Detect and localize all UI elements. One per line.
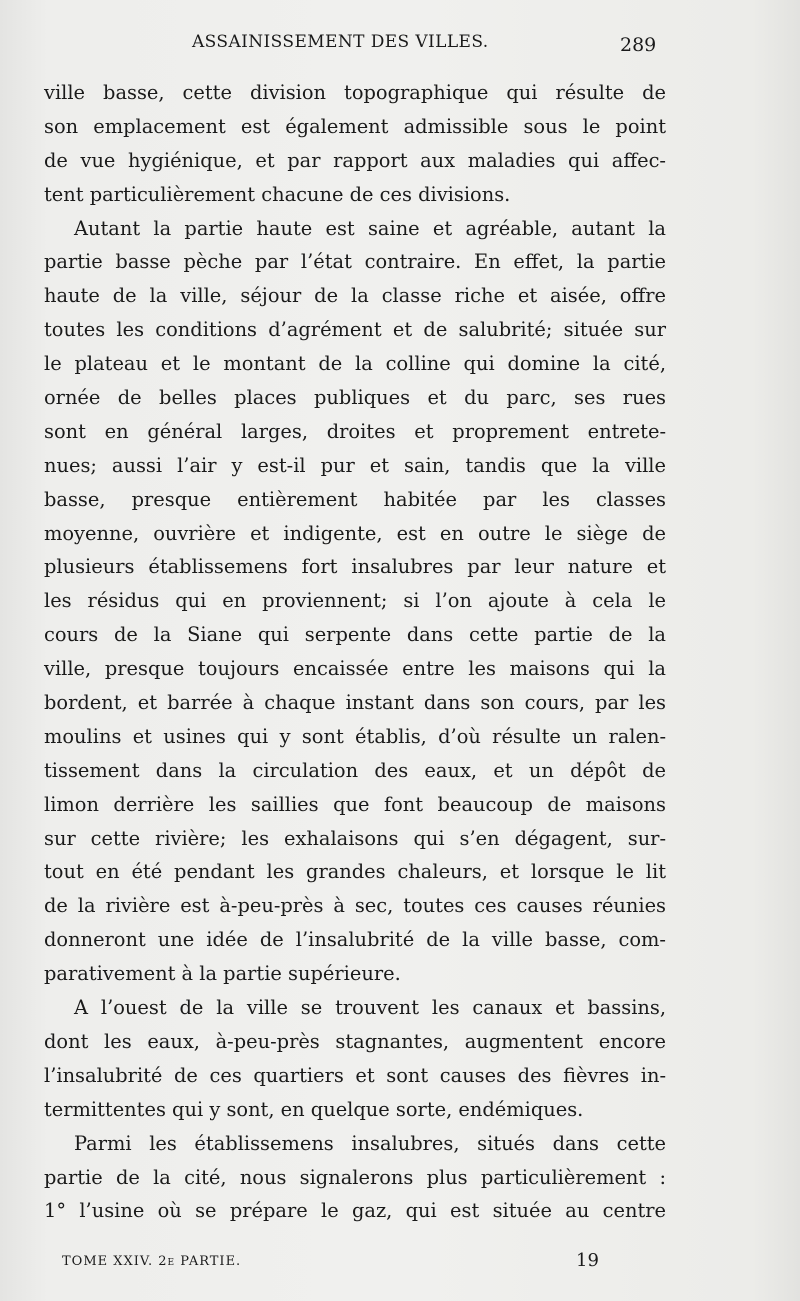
text-line: Parmi les établissemens insalubres, situés dans cette	[74, 1131, 666, 1155]
text-line: A l’ouest de la ville se trouvent les canaux et bassins,	[74, 996, 666, 1020]
text-line: nues; aussi l’air y est-il pur et sain, tandis que la ville	[44, 453, 666, 477]
text-line: dont les eaux, à-peu-près stagnantes, augmentent encore	[44, 1029, 666, 1053]
text-line: toutes les conditions d’agrément et de salubrité; située sur	[44, 318, 666, 342]
text-line: l’insalubrité de ces quartiers et sont causes des fièvres in-	[44, 1063, 666, 1087]
text-line: ornée de belles places publiques et du parc, ses rues	[44, 386, 666, 410]
text-line: tent particulièrement chacune de ces divisions.	[44, 182, 511, 206]
text-line: son emplacement est également admissible sous le point	[44, 114, 666, 138]
page-footer	[0, 1250, 800, 1282]
text-line: sur cette rivière; les exhalaisons qui s’en dégagent, sur-	[44, 826, 666, 850]
text-line: tout en été pendant les grandes chaleurs, et lorsque le lit	[44, 860, 666, 884]
text-line: le plateau et le montant de la colline qui domine la cité,	[44, 352, 666, 376]
text-line: sont en général larges, droites et proprement entrete-	[44, 419, 666, 443]
text-line: moyenne, ouvrière et indigente, est en outre le siège de	[44, 521, 666, 545]
running-title: ASSAINISSEMENT DES VILLES.	[192, 32, 489, 52]
text-line: partie basse pèche par l’état contraire. En effet, la partie	[44, 250, 666, 274]
text-line: donneront une idée de l’insalubrité de la ville basse, com-	[44, 928, 666, 952]
text-line: parativement à la partie supérieure.	[44, 962, 401, 986]
page-number: 289	[620, 34, 657, 56]
text-line: de la rivière est à-peu-près à sec, toutes ces causes réunies	[44, 894, 666, 918]
volume-label: TOME XXIV. 2e PARTIE.	[62, 1254, 242, 1269]
text-line: tissement dans la circulation des eaux, et un dépôt de	[44, 758, 666, 782]
text-line: bordent, et barrée à chaque instant dans son cours, par les	[44, 691, 666, 715]
body-text	[44, 76, 666, 1228]
text-line: Autant la partie haute est saine et agréable, autant la	[74, 216, 666, 240]
text-line: partie de la cité, nous signalerons plus particulièrement :	[44, 1165, 666, 1189]
text-line: les résidus qui en proviennent; si l’on ajoute à cela le	[44, 589, 666, 613]
text-line: cours de la Siane qui serpente dans cette partie de la	[44, 623, 666, 647]
text-line: basse, presque entièrement habitée par les classes	[44, 487, 666, 511]
text-line: ville, presque toujours encaissée entre les maisons qui la	[44, 657, 666, 681]
text-line: limon derrière les saillies que font beaucoup de maisons	[44, 792, 666, 816]
running-head	[0, 32, 800, 62]
text-line: de vue hygiénique, et par rapport aux maladies qui affec-	[44, 148, 666, 172]
text-line: termittentes qui y sont, en quelque sorte, endémiques.	[44, 1097, 584, 1121]
signature-mark: 19	[576, 1250, 599, 1271]
text-line: plusieurs établissemens fort insalubres par leur nature et	[44, 555, 666, 579]
text-line: 1° l’usine où se prépare le gaz, qui est située au centre	[44, 1199, 666, 1223]
text-line: haute de la ville, séjour de la classe riche et aisée, offre	[44, 284, 666, 308]
text-line: moulins et usines qui y sont établis, d’où résulte un ralen-	[44, 724, 666, 748]
text-line: ville basse, cette division topographique qui résulte de	[44, 81, 666, 104]
